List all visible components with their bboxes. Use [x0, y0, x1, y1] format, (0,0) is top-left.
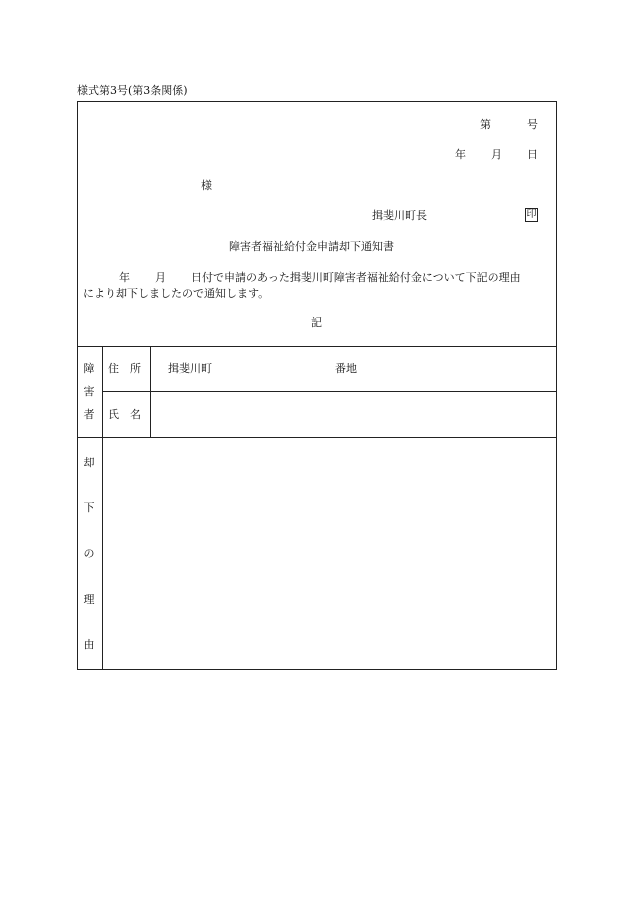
reason-label-char: の: [83, 547, 95, 560]
reason-label-char: 理: [83, 593, 95, 606]
form-label: 様式第3号(第3条関係): [77, 84, 188, 97]
notice-month: 月: [155, 271, 166, 284]
date-day: 日: [527, 148, 538, 161]
document-title: 障害者福祉給付金申請却下通知書: [229, 240, 394, 253]
reason-label-char: 却: [83, 456, 95, 469]
record-mark: 記: [311, 316, 322, 329]
notice-line-1: [83, 272, 521, 283]
person-label-char: 害: [83, 385, 95, 398]
issuer-name: 揖斐川町長: [372, 209, 427, 222]
person-label-char: 障: [83, 362, 95, 375]
notice-line-2: により却下しましたので通知します。: [83, 287, 270, 300]
person-reason-divider: [77, 437, 557, 438]
notice-text-1: 日付で申請のあった揖斐川町障害者福祉給付金について下記の理由: [191, 271, 521, 284]
label-column-divider: [102, 346, 103, 670]
date-month: 月: [491, 148, 502, 161]
number-suffix: 号: [527, 118, 538, 131]
person-label-char: 者: [83, 408, 95, 421]
seal-mark: 印: [526, 209, 537, 220]
form-frame: [77, 101, 557, 670]
header-divider: [77, 346, 557, 347]
address-suffix: 番地: [335, 362, 357, 375]
address-label: 住 所: [108, 362, 141, 375]
name-label: 氏 名: [108, 408, 141, 421]
addressee-suffix: 様: [201, 179, 212, 192]
reason-label-char: 由: [83, 638, 95, 651]
number-prefix: 第: [480, 118, 491, 131]
notice-year: 年: [119, 271, 130, 284]
date-year: 年: [455, 148, 466, 161]
address-town: 揖斐川町: [168, 362, 212, 375]
reason-label-char: 下: [83, 501, 95, 514]
field-label-divider: [150, 346, 151, 437]
address-name-divider: [102, 391, 557, 392]
